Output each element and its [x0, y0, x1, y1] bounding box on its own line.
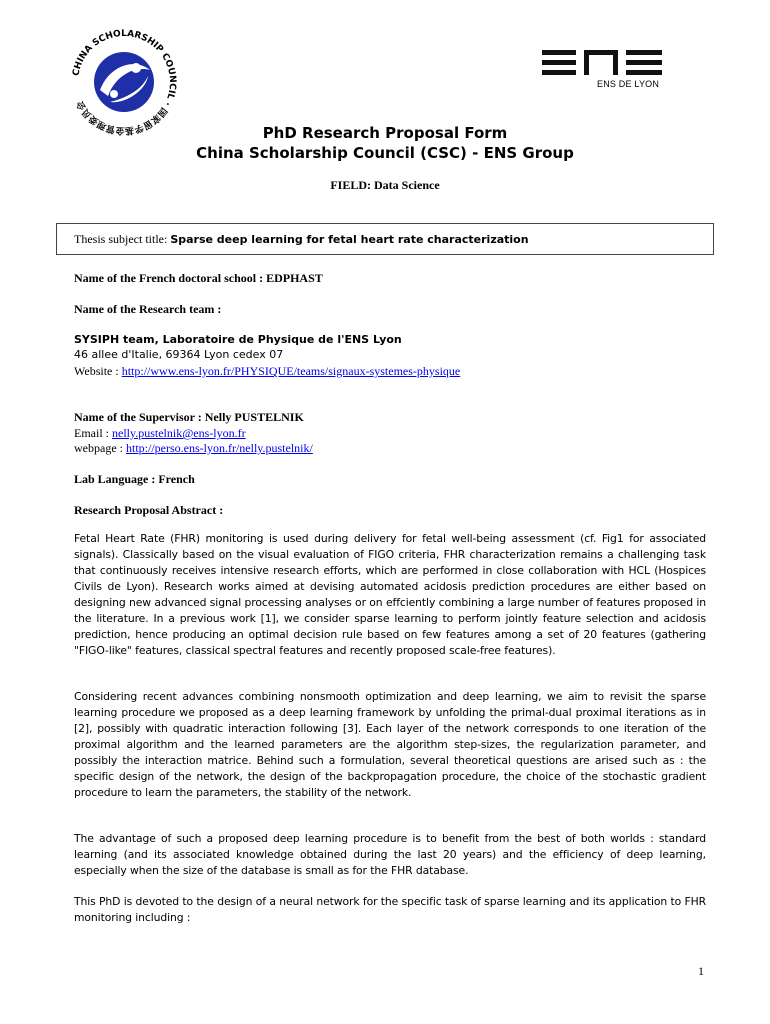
supervisor-webpage-line: [74, 441, 313, 456]
team-address: 46 allee d'Italie, 69364 Lyon cedex 07: [74, 348, 284, 361]
ens-lyon-label: ENS DE LYON: [597, 79, 660, 89]
form-subtitle: China Scholarship Council (CSC) - ENS Group: [196, 144, 574, 162]
webpage-label: webpage :: [74, 441, 126, 455]
field-line: FIELD: Data Science: [330, 178, 440, 192]
abstract-paragraph-2: Considering recent advances combining nonsmooth optimization and deep learning, we aim to revisit the sparse learning procedure we proposed as a deep learning framework by unfolding the primal-dual proximal iterations as in [2], possibly with quadratic interaction following [3]. Each layer of the network corresponds to one iteration of the proximal algorithm and the learned parameters are the algorithm step-sizes, the regularization parameter, and possibly the interaction matrice. Behind such a formulation, several theoretical questions are arised such as : the specific design of the network, the design of the backpropagation procedure, the choice of the stochastic gradient procedure to learn the parameters, the stability of the network.: [74, 690, 706, 799]
research-team-label: Name of the Research team :: [74, 302, 222, 316]
ens-lyon-logo: [540, 48, 666, 92]
team-website-line: [74, 364, 460, 379]
ens-mark-icon: [540, 48, 666, 78]
csc-logo: [66, 24, 182, 140]
thesis-title: Sparse deep learning for fetal heart rate characterization: [170, 233, 529, 246]
doctoral-school: Name of the French doctoral school : EDPHAST: [74, 271, 323, 285]
abstract-label: Research Proposal Abstract :: [74, 503, 224, 517]
supervisor-name: Name of the Supervisor : Nelly PUSTELNIK: [74, 410, 304, 424]
supervisor-webpage-link[interactable]: http://perso.ens-lyon.fr/nelly.pustelnik/: [125, 441, 313, 455]
supervisor-email-link[interactable]: nelly.pustelnik@ens-lyon.fr: [112, 426, 246, 440]
email-label: Email :: [74, 426, 112, 440]
lab-language: Lab Language : French: [74, 472, 195, 486]
svg-text:CHINA SCHOLARSHIP COUNCIL · 国家: CHINA SCHOLARSHIP COUNCIL · 国家留学基金管理委员会: [71, 28, 178, 136]
website-label: Website :: [74, 364, 122, 378]
form-title: PhD Research Proposal Form: [262, 124, 508, 142]
abstract-paragraph-4: This PhD is devoted to the design of a neural network for the specific task of sparse learning and its application to FHR monitoring including :: [74, 895, 706, 924]
supervisor-email-line: [74, 426, 246, 441]
abstract-paragraph-1: Fetal Heart Rate (FHR) monitoring is used during delivery for fetal well-being assessment (cf. Fig1 for associated signals). Classically based on the visual evaluation of FIGO criteria, FHR characterization remains a challenging task that continuously receives intensive research efforts, which are performed in close collaboration with HCL (Hospices Civils de Lyon). Research works aimed at devising automated acidosis prediction procedures are either based on designing new advanced signal processing analyses or on effciently combining a large number of features proposed in the literature. In a previous work [1], we consider sparse learning to perform jointly feature selection and acidosis prediction, hence producing an optimal decision rule based on few features among a set of 20 features (gathering "FIGO-like" features, classical spectral features and recently proposed scale-free features).: [74, 532, 706, 657]
team-name: SYSIPH team, Laboratoire de Physique de l'ENS Lyon: [74, 333, 402, 346]
team-website-link[interactable]: http://www.ens-lyon.fr/PHYSIQUE/teams/signaux-systemes-physique: [121, 364, 461, 378]
abstract-paragraph-3: The advantage of such a proposed deep learning procedure is to benefit from the best of both worlds : standard learning (and its associated knowledge obtained during the last 20 years) and the efficiency of deep learning, especially when the size of the database is small as for the FHR database.: [74, 832, 706, 877]
thesis-title-box: [56, 223, 714, 255]
thesis-label: Thesis subject title:: [74, 232, 171, 246]
page-number: 1: [698, 964, 704, 978]
csc-seal-icon: [66, 24, 182, 140]
